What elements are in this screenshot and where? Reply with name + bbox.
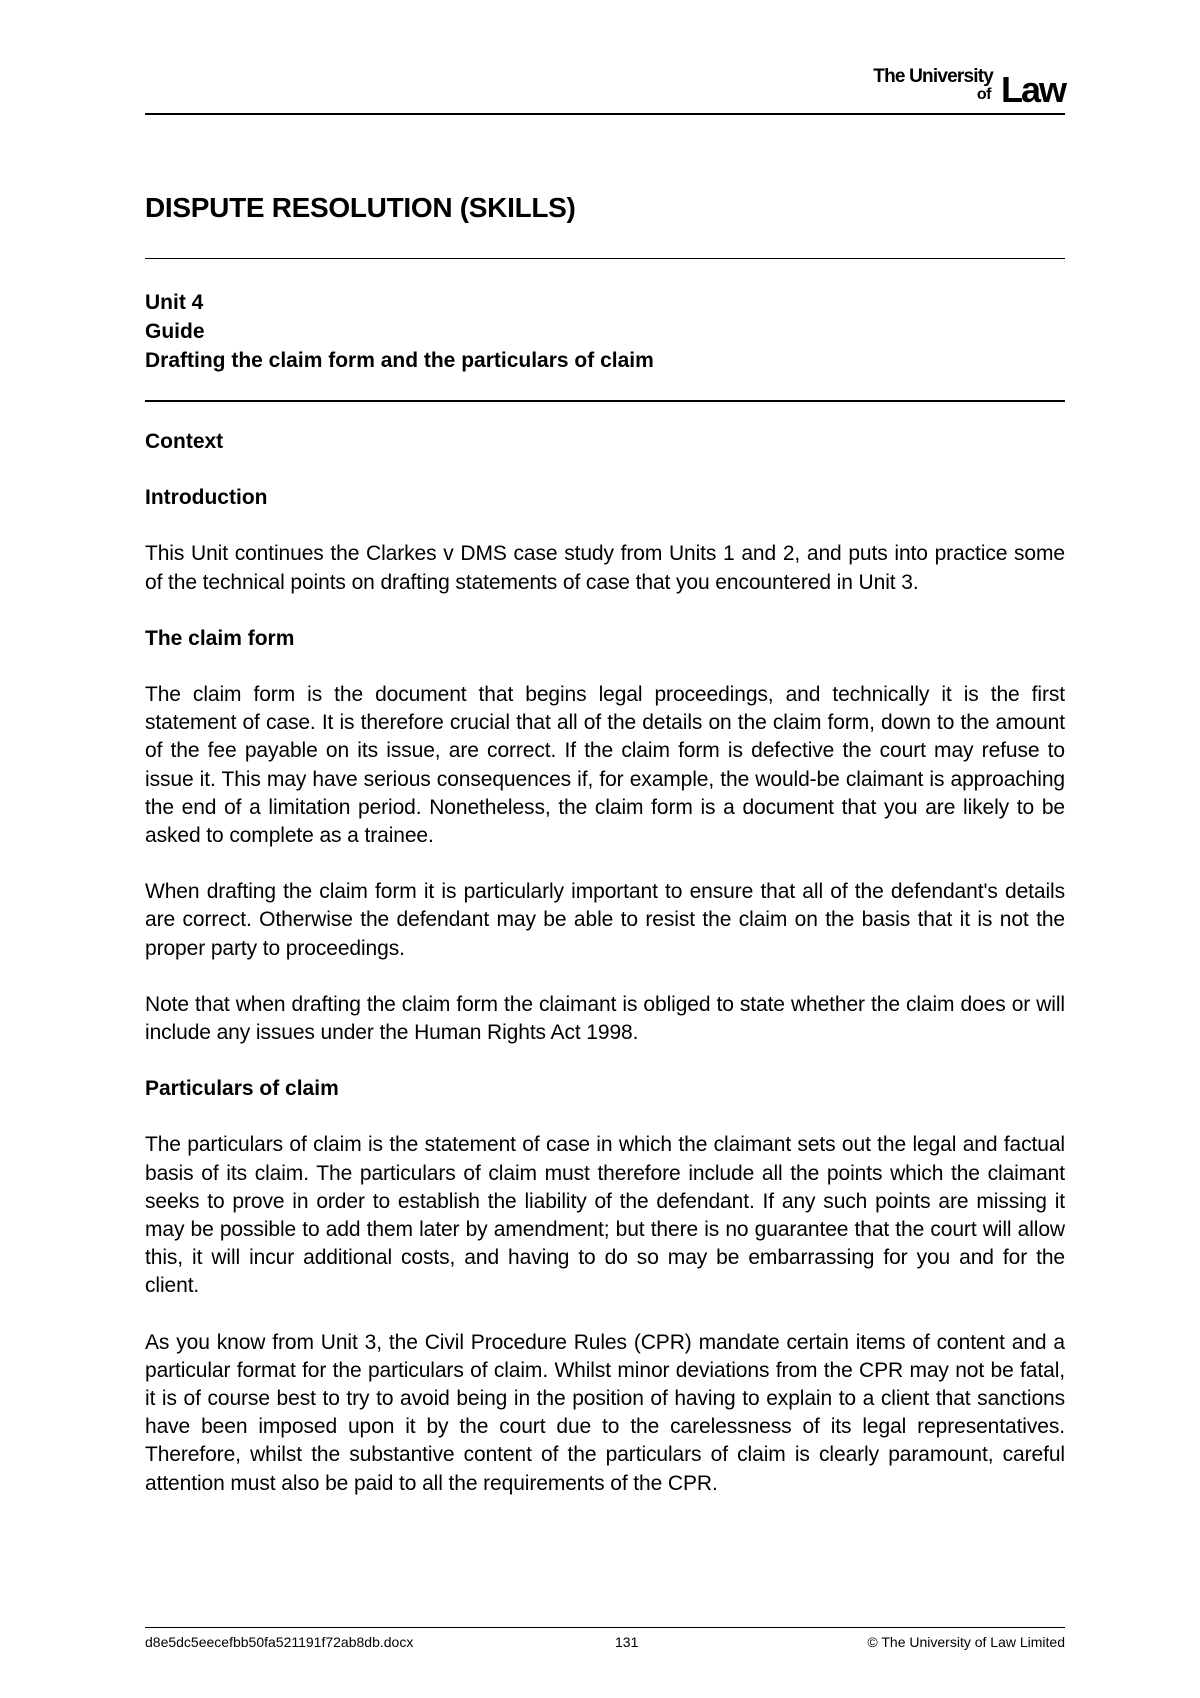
footer-divider xyxy=(145,1627,1065,1628)
title-divider xyxy=(145,258,1065,259)
document-body xyxy=(145,428,1065,1526)
logo-line-of: of xyxy=(976,86,991,103)
paragraph-introduction: This Unit continues the Clarkes v DMS case study from Units 1 and 2, and puts into practice some of the technical points on drafting statements of case that you encountered in Unit 3. xyxy=(145,542,1065,594)
logo-line-law: Law xyxy=(1000,69,1065,110)
header-divider xyxy=(145,113,1065,115)
footer-copyright: © The University of Law Limited xyxy=(867,1634,1065,1650)
paragraph-particulars-1: The particulars of claim is the statement of case in which the claimant sets out the legal and factual basis of its claim. The particulars of claim must therefore include all the points which the claimant seeks to prove in order to establish the liability of the defendant. If any such points are missing it may be possible to add them later by amendment; but there is no guarantee that the court will allow this, it will incur additional costs, and having to do so may be embarrassing for you and for the client. xyxy=(145,1133,1065,1298)
paragraph-claim-form-2: When drafting the claim form it is particularly important to ensure that all of the defendant's details are correct. Otherwise the defendant may be able to resist the claim on the basis that it is not the proper party to proceedings. xyxy=(145,880,1065,960)
heading-claim-form: The claim form xyxy=(145,626,295,650)
footer-filename: d8e5dc5eecefbb50fa521191f72ab8db.docx xyxy=(145,1634,414,1650)
heading-context: Context xyxy=(145,430,224,453)
document-page xyxy=(145,0,1065,1698)
paragraph-particulars-2: As you know from Unit 3, the Civil Procedure Rules (CPR) mandate certain items of content and a particular format for the particulars of claim. Whilst minor deviations from the CPR may not be fatal, it is of course best to try to avoid being in the position of having to explain to a client that sanctions have been imposed upon it by the court due to the carelessness of its legal representatives. Therefore, whilst the substantive content of the particulars of claim is clearly paramount, careful attention must also be paid to all the requirements of the CPR. xyxy=(145,1330,1065,1495)
unit-divider xyxy=(145,400,1065,402)
heading-particulars: Particulars of claim xyxy=(145,1077,339,1101)
paragraph-claim-form-1: The claim form is the document that begins legal proceedings, and technically it is the first statement of case. It is therefore crucial that all of the details on the claim form, down to the amount of the fee payable on its issue, are correct. If the claim form is defective the court may refuse to issue it. This may have serious consequences if, for example, the would-be claimant is approaching the end of a limitation period. Nonetheless, the claim form is a document that you are likely to be asked to complete as a trainee. xyxy=(145,683,1065,848)
unit-subtitle: Drafting the claim form and the particulars of claim xyxy=(145,349,654,372)
paragraph-claim-form-3: Note that when drafting the claim form the claimant is obliged to state whether the claim does or will include any issues under the Human Rights Act 1998. xyxy=(145,992,1065,1045)
heading-introduction: Introduction xyxy=(145,486,268,510)
footer-page-number: 131 xyxy=(615,1634,639,1650)
page-footer xyxy=(145,1634,1065,1654)
unit-number: Unit 4 xyxy=(145,291,204,314)
document-title: DISPUTE RESOLUTION (SKILLS) xyxy=(145,192,576,223)
unit-type: Guide xyxy=(145,320,205,343)
unit-block xyxy=(145,288,654,375)
university-of-law-logo xyxy=(855,66,1065,108)
logo-line-university: The University xyxy=(873,66,993,87)
